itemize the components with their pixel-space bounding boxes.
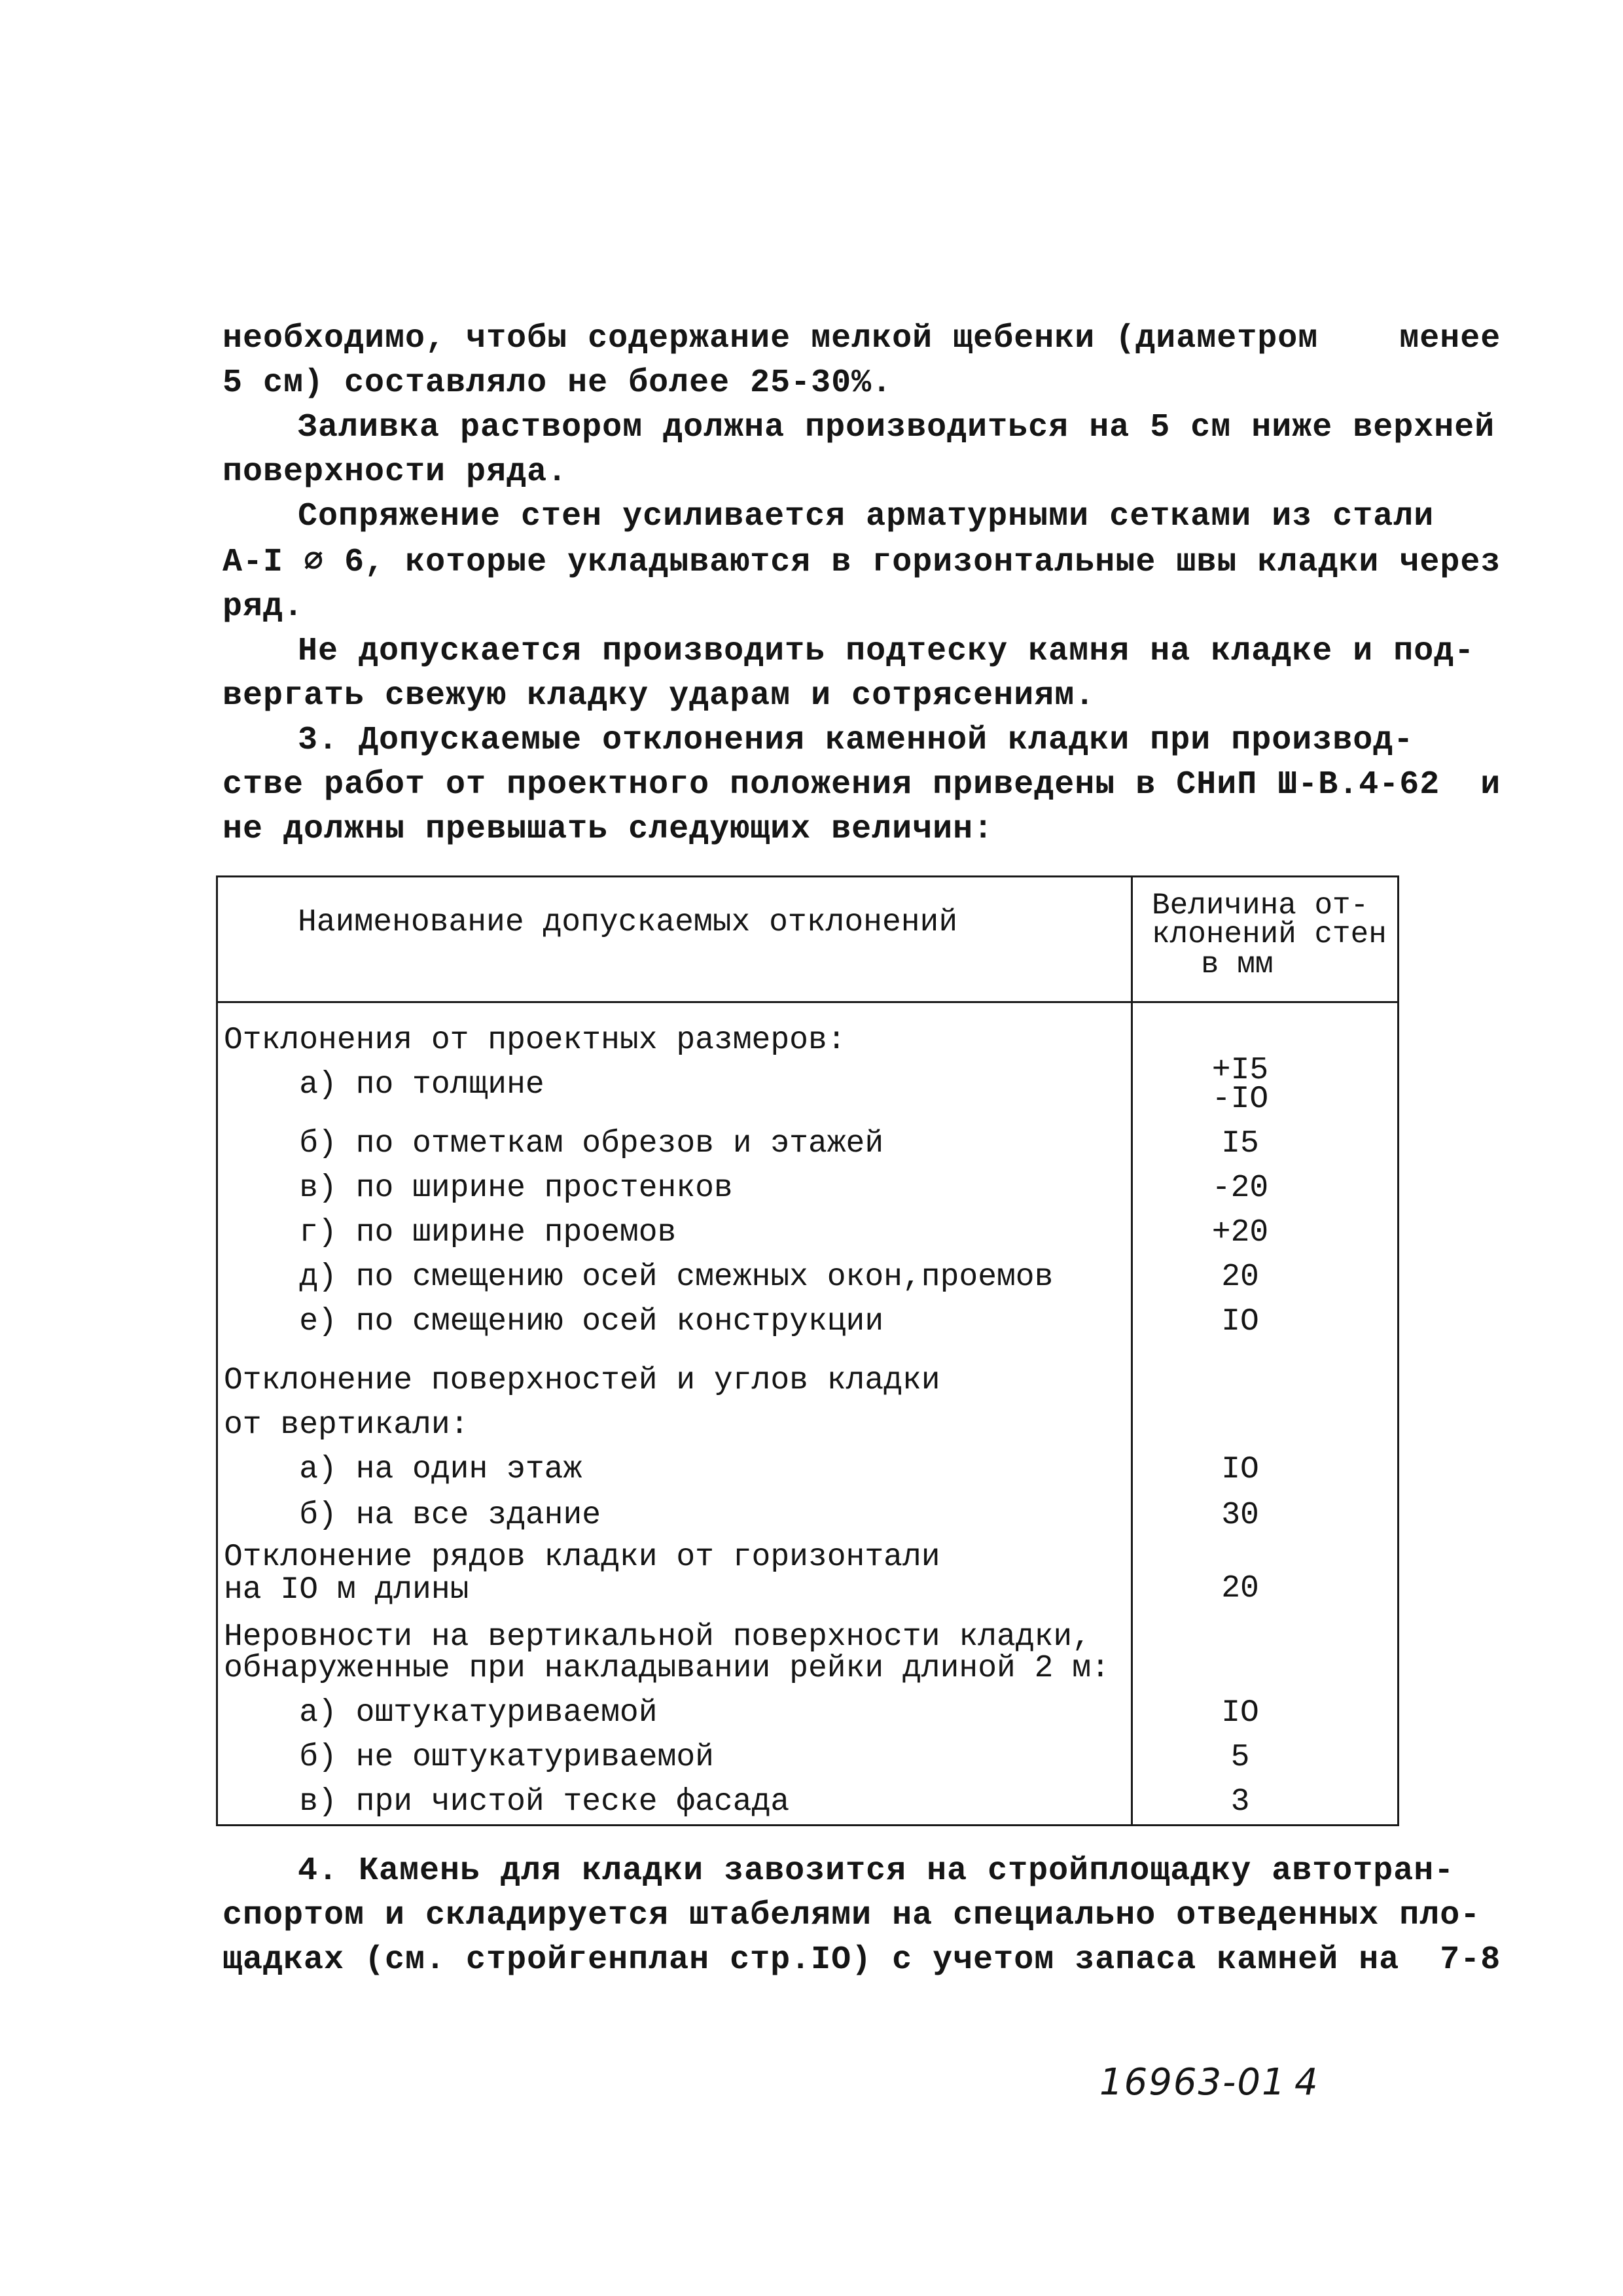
text-line: поверхности ряда.: [223, 453, 568, 491]
table-row: а) по толщине: [224, 1067, 544, 1103]
header-value-line: в мм: [1201, 947, 1274, 981]
table-row-value: +I5: [1211, 1053, 1269, 1088]
table-bottom-border: [216, 1824, 1399, 1826]
table-row: обнаруженные при накладывании рейки длиной 2 м:: [224, 1651, 1110, 1686]
text-line: А-I ∅ 6, которые укладываются в горизонтальные швы кладки через: [223, 544, 1501, 581]
table-row: Отклонение поверхностей и углов кладки: [224, 1363, 940, 1398]
text-line: стве работ от проектного положения приведены в СНиП Ш-В.4-62 и: [223, 766, 1501, 804]
table-row-value: IO: [1221, 1304, 1259, 1339]
table-column-divider: [1131, 875, 1133, 1826]
table-row: на IO м длины: [224, 1572, 469, 1608]
text-line: вергать свежую кладку ударам и сотрясениям.: [223, 677, 1096, 715]
text-line: необходимо, чтобы содержание мелкой щебенки (диаметром менее: [223, 320, 1501, 357]
table-row: в) по ширине простенков: [224, 1171, 733, 1206]
table-row: б) по отметкам обрезов и этажей: [224, 1126, 884, 1161]
table-row: Отклонения от проектных размеров:: [224, 1023, 846, 1058]
text-line: Сопряжение стен усиливается арматурными сетками из стали: [298, 498, 1435, 535]
table-top-border: [216, 875, 1399, 877]
text-line: 5 см) составляло не более 25-30%.: [223, 364, 893, 402]
table-row-value: -IO: [1211, 1082, 1269, 1117]
table-row-value: +20: [1211, 1215, 1269, 1250]
text-line: ряд.: [223, 588, 304, 626]
header-name: Наименование допускаемых отклонений: [298, 905, 958, 940]
table-row: д) по смещению осей смежных окон,проемов: [224, 1260, 1054, 1295]
header-value-line: клонений стен: [1152, 917, 1387, 951]
table-row-value: I5: [1221, 1126, 1259, 1161]
table-row: е) по смещению осей конструкции: [224, 1304, 884, 1339]
table-right-border: [1397, 875, 1399, 1826]
text-line: спортом и складируется штабелями на специально отведенных пло-: [223, 1897, 1481, 1934]
table-row: Отклонение рядов кладки от горизонтали: [224, 1540, 940, 1575]
document-number: 16963-01: [1099, 2061, 1287, 2104]
header-value-line: Величина от-: [1152, 889, 1369, 923]
table-row: б) не оштукатуриваемой: [224, 1740, 714, 1775]
table-row-value: 3: [1230, 1784, 1250, 1820]
table-row: Неровности на вертикальной поверхности кладки,: [224, 1619, 1092, 1655]
table-row-value: 5: [1230, 1740, 1250, 1775]
page-number: 4: [1294, 2061, 1319, 2104]
table-row-value: IO: [1221, 1695, 1259, 1731]
text-line: не должны превышать следующих величин:: [223, 811, 994, 848]
table-row: от вертикали:: [224, 1407, 469, 1443]
text-line: Заливка раствором должна производиться на 5 см ниже верхней: [298, 409, 1495, 446]
text-line: щадках (см. стройгенплан стр.IO) с учетом запаса камней на 7-8: [223, 1941, 1501, 1979]
table-row: а) на один этаж: [224, 1452, 582, 1487]
table-row: а) оштукатуриваемой: [224, 1695, 658, 1731]
text-line: 4. Камень для кладки завозится на стройплощадку автотран-: [298, 1852, 1455, 1890]
table-row-value: 20: [1221, 1260, 1259, 1295]
table-row-value: 30: [1221, 1498, 1259, 1533]
table-row: г) по ширине проемов: [224, 1215, 677, 1250]
table-left-border: [216, 875, 218, 1826]
table-row-value: IO: [1221, 1452, 1259, 1487]
text-line: 3. Допускаемые отклонения каменной кладки при производ-: [298, 722, 1414, 759]
text-line: Не допускается производить подтеску камня на кладке и под-: [298, 633, 1475, 670]
table-row: б) на все здание: [224, 1498, 601, 1533]
table-row-value: 20: [1221, 1571, 1259, 1606]
table-row: в) при чистой теске фасада: [224, 1784, 790, 1820]
table-row-value: -20: [1211, 1171, 1269, 1206]
table-header-divider: [216, 1001, 1399, 1003]
